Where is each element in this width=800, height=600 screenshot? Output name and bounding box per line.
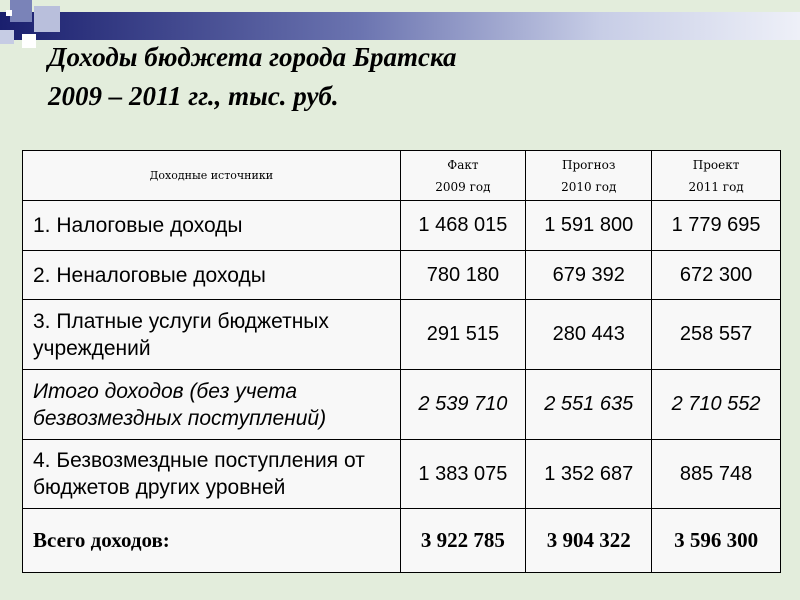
row-label: 4. Безвозмездные поступления от бюджетов других уровней xyxy=(23,440,401,509)
table-row-transfers xyxy=(23,440,781,509)
header-project-2011 xyxy=(652,151,781,201)
table-row-total xyxy=(23,509,781,573)
decor-square xyxy=(6,10,12,16)
header-project-label: Проект xyxy=(692,157,740,172)
title-line-2: 2009 – 2011 гг., тыс. руб. xyxy=(48,81,339,111)
value-2011: 3 596 300 xyxy=(652,509,781,573)
row-label: Итого доходов (без учета безвозмездных поступлений) xyxy=(23,370,401,440)
row-label: 3. Платные услуги бюджетных учреждений xyxy=(23,300,401,370)
value-2010: 1 591 800 xyxy=(526,201,652,251)
value-2011: 672 300 xyxy=(652,251,781,300)
value-2011: 258 557 xyxy=(652,300,781,370)
header-sources: Доходные источники xyxy=(23,151,401,201)
value-2010: 2 551 635 xyxy=(526,370,652,440)
decor-square xyxy=(0,30,14,44)
slide-title xyxy=(48,38,748,116)
value-2011: 885 748 xyxy=(652,440,781,509)
value-2010: 1 352 687 xyxy=(526,440,652,509)
header-forecast-2010 xyxy=(526,151,652,201)
value-2010: 679 392 xyxy=(526,251,652,300)
value-2011: 2 710 552 xyxy=(652,370,781,440)
header-forecast-label: Прогноз xyxy=(562,157,616,172)
header-fact-label: Факт xyxy=(447,157,479,172)
header-forecast-year: 2010 год xyxy=(561,179,617,194)
value-2009: 1 468 015 xyxy=(400,201,526,251)
title-line-1: Доходы бюджета города Братска xyxy=(48,42,457,72)
value-2010: 280 443 xyxy=(526,300,652,370)
value-2009: 291 515 xyxy=(400,300,526,370)
income-table xyxy=(22,150,781,573)
header-band xyxy=(0,12,800,40)
value-2009: 780 180 xyxy=(400,251,526,300)
table-row-tax xyxy=(23,201,781,251)
table-row-subtotal xyxy=(23,370,781,440)
header-project-year: 2011 год xyxy=(688,179,744,194)
value-2009: 3 922 785 xyxy=(400,509,526,573)
decor-square xyxy=(22,34,36,48)
row-label: 1. Налоговые доходы xyxy=(23,201,401,251)
table-row-paid-services xyxy=(23,300,781,370)
value-2010: 3 904 322 xyxy=(526,509,652,573)
header-fact-year: 2009 год xyxy=(435,179,491,194)
value-2011: 1 779 695 xyxy=(652,201,781,251)
row-label: Всего доходов: xyxy=(23,509,401,573)
header-fact-2009 xyxy=(400,151,526,201)
decor-square xyxy=(10,0,32,22)
table-row-nontax xyxy=(23,251,781,300)
value-2009: 2 539 710 xyxy=(400,370,526,440)
table-header-row xyxy=(23,151,781,201)
decor-square xyxy=(34,6,60,32)
row-label: 2. Неналоговые доходы xyxy=(23,251,401,300)
value-2009: 1 383 075 xyxy=(400,440,526,509)
